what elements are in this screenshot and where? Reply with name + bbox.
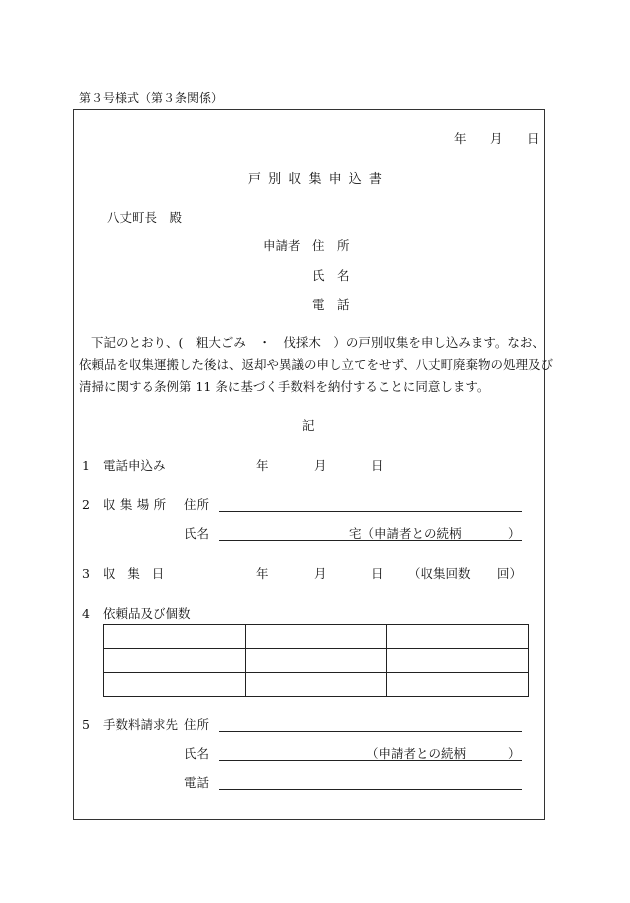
item-cell[interactable] xyxy=(387,625,529,649)
item1-day: 日 xyxy=(371,458,384,473)
item-table xyxy=(103,624,529,697)
item1-month: 月 xyxy=(314,458,327,473)
item1-year: 年 xyxy=(256,458,269,473)
item3-day: 日 xyxy=(371,566,384,581)
item2-name-line[interactable] xyxy=(219,540,522,541)
item3-year: 年 xyxy=(256,566,269,581)
addressee: 八丈町長 殿 xyxy=(107,210,183,225)
item2-number: 2 xyxy=(82,497,90,512)
date-year: 年 xyxy=(454,131,467,146)
item5-relation-text: （申請者との続柄 xyxy=(366,746,467,761)
item-cell[interactable] xyxy=(245,649,387,673)
item5-address-line[interactable] xyxy=(219,731,522,732)
item5-close-paren: ） xyxy=(508,746,521,761)
item-cell[interactable] xyxy=(387,673,529,697)
item4-label: 依頼品及び個数 xyxy=(103,606,191,621)
item5-name-label: 氏名 xyxy=(184,746,210,761)
item5-label: 手数料請求先 xyxy=(103,717,179,732)
item1-number: 1 xyxy=(82,458,90,473)
applicant-label: 申請者 xyxy=(263,238,301,253)
applicant-phone-label: 電 話 xyxy=(312,297,350,312)
item5-phone-line[interactable] xyxy=(219,789,522,790)
form-label: 第３号様式（第３条関係） xyxy=(79,91,224,105)
item-cell[interactable] xyxy=(387,649,529,673)
date-day: 日 xyxy=(527,131,540,146)
item2-address-line[interactable] xyxy=(219,511,522,512)
item3-number: 3 xyxy=(82,566,90,581)
item-cell[interactable] xyxy=(245,625,387,649)
item-cell[interactable] xyxy=(104,625,246,649)
body-line-2: 依頼品を収集運搬した後は、返却や異議の申し立てをせず、八丈町廃棄物の処理及び xyxy=(79,357,554,372)
item5-phone-label: 電話 xyxy=(184,775,210,790)
applicant-address-label: 住 所 xyxy=(312,238,350,253)
item5-name-line[interactable] xyxy=(219,760,522,761)
item-cell[interactable] xyxy=(245,673,387,697)
item4-number: 4 xyxy=(82,606,90,621)
item-cell[interactable] xyxy=(104,673,246,697)
item3-label: 収集日 xyxy=(103,566,177,581)
item2-label: 収集場所 xyxy=(103,497,171,512)
item3-count-label: （収集回数 xyxy=(408,566,471,581)
item5-address-label: 住所 xyxy=(184,717,210,732)
body-line-3: 清掃に関する条例第 11 条に基づく手数料を納付することに同意します。 xyxy=(79,379,490,394)
item5-number: 5 xyxy=(82,717,90,732)
body-line-1: 下記のとおり、( 粗大ごみ ・ 伐採木 ）の戸別収集を申し込みます。なお、 xyxy=(91,335,545,350)
item2-name-label: 氏名 xyxy=(184,526,210,541)
item3-times: 回） xyxy=(497,566,523,581)
item1-label: 電話申込み xyxy=(103,458,166,473)
item2-address-label: 住所 xyxy=(184,497,210,512)
item3-month: 月 xyxy=(314,566,327,581)
item2-house-text: 宅（申請者との続柄 xyxy=(349,526,462,541)
applicant-name-label: 氏 名 xyxy=(312,268,350,283)
document-title: 戸別収集申込書 xyxy=(248,172,390,187)
item2-close-paren: ） xyxy=(508,526,521,541)
date-month: 月 xyxy=(490,131,503,146)
item-cell[interactable] xyxy=(104,649,246,673)
ki-marker: 記 xyxy=(302,418,315,433)
